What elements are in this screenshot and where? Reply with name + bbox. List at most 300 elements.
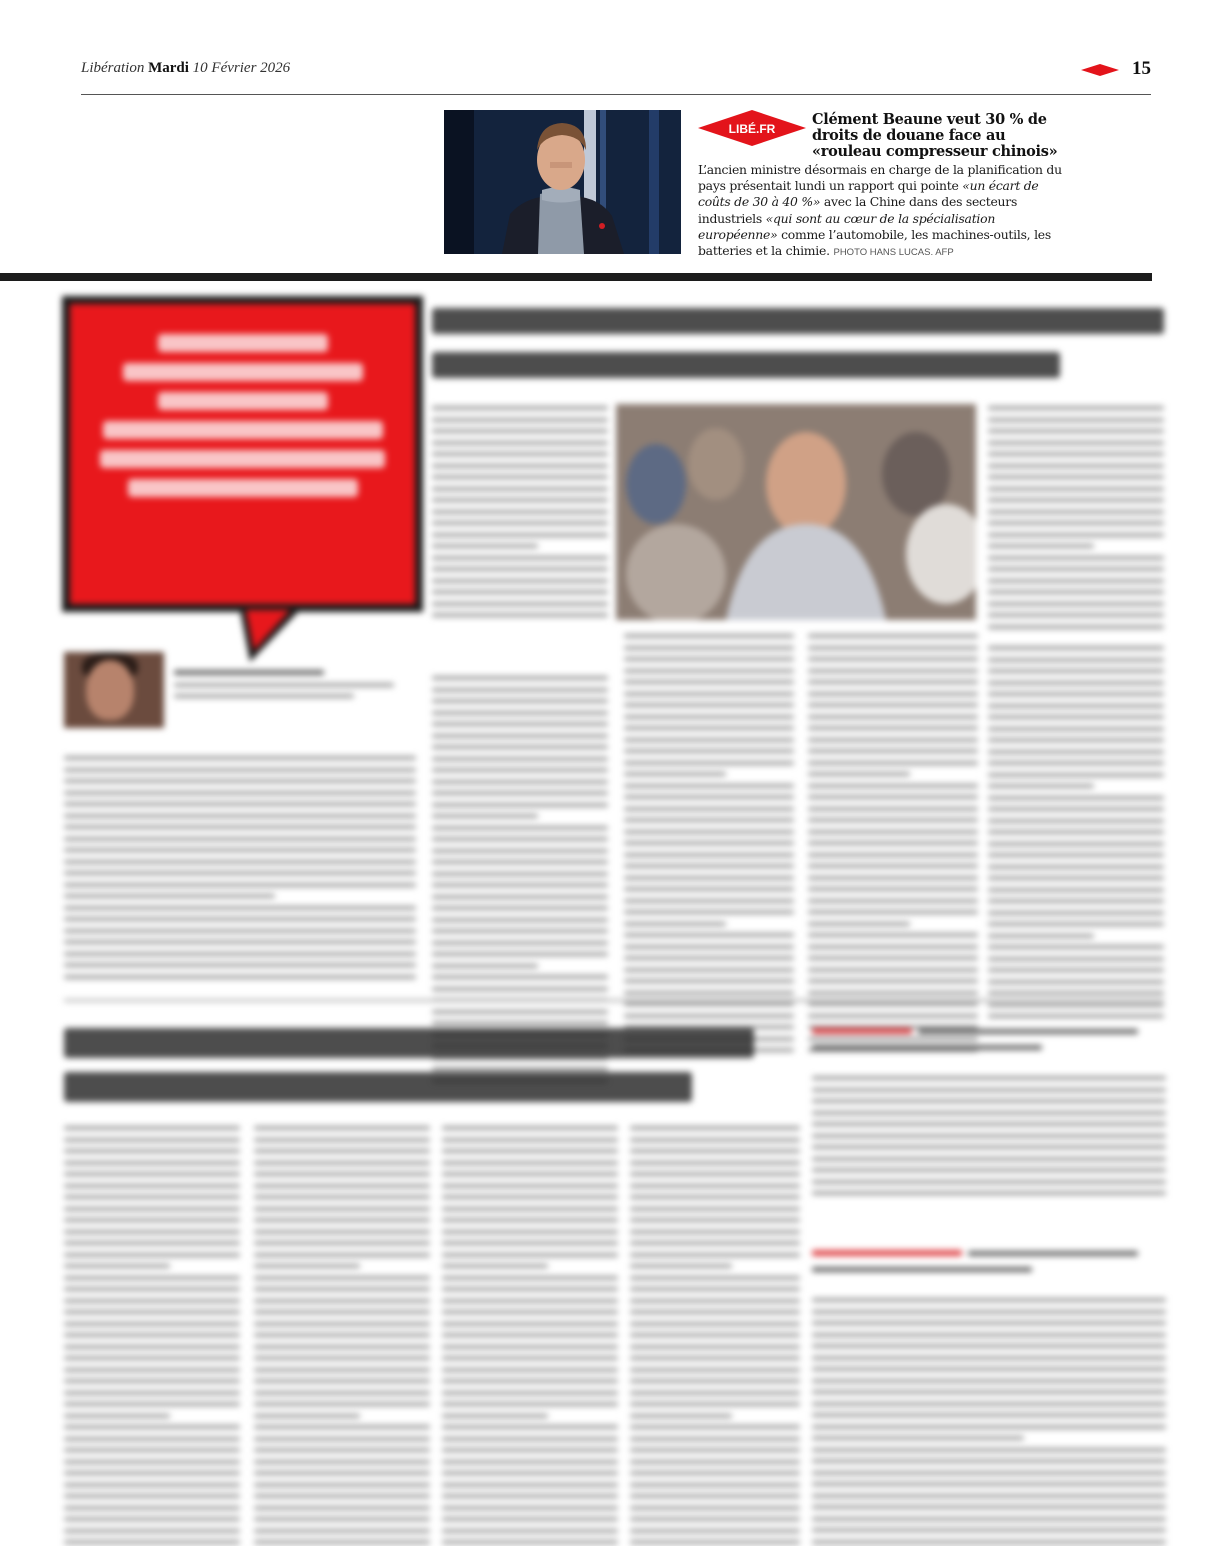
text-line-placeholder <box>254 1425 430 1429</box>
text-line-placeholder <box>254 1414 360 1418</box>
text-line-placeholder <box>808 933 978 937</box>
text-line-placeholder <box>988 888 1164 892</box>
text-line-placeholder <box>808 1014 978 1018</box>
headline-placeholder <box>432 308 1164 334</box>
text-line-placeholder <box>432 1067 608 1071</box>
text-line-placeholder <box>432 533 608 537</box>
author-caption-placeholder <box>174 670 404 706</box>
text-line-placeholder <box>812 1157 1166 1161</box>
text-line-placeholder <box>432 826 608 830</box>
article-photo <box>616 404 976 620</box>
text-line-placeholder <box>254 1333 430 1337</box>
text-line-placeholder <box>64 894 275 898</box>
text-line-placeholder <box>432 745 608 749</box>
text-line-placeholder <box>442 1310 618 1314</box>
text-line-placeholder <box>808 853 978 857</box>
text-line-placeholder <box>432 590 608 594</box>
text-line-placeholder <box>630 1287 800 1291</box>
text-line-placeholder <box>64 1460 240 1464</box>
article-column <box>812 1298 1166 1546</box>
text-line-placeholder <box>64 1172 240 1176</box>
text-line-placeholder <box>624 772 726 776</box>
text-line-placeholder <box>432 510 608 514</box>
text-line-placeholder <box>812 1333 1166 1337</box>
text-line-placeholder <box>630 1517 800 1521</box>
text-line-placeholder <box>624 692 794 696</box>
text-line-placeholder <box>64 802 416 806</box>
text-line-placeholder <box>624 726 794 730</box>
text-line-placeholder <box>254 1391 430 1395</box>
text-line-placeholder <box>442 1138 618 1142</box>
text-line-placeholder <box>624 910 794 914</box>
text-line-placeholder <box>624 830 794 834</box>
text-line-placeholder <box>624 680 794 684</box>
text-line-placeholder <box>442 1460 618 1464</box>
text-line-placeholder <box>988 646 1164 650</box>
text-line-placeholder <box>808 692 978 696</box>
text-line-placeholder <box>808 945 978 949</box>
text-line-placeholder <box>630 1310 800 1314</box>
text-line-placeholder <box>988 669 1164 673</box>
header-issue-info <box>81 60 290 77</box>
text-line-placeholder <box>630 1540 800 1544</box>
text-line-placeholder <box>624 991 794 995</box>
text-line-placeholder <box>988 625 1164 629</box>
text-line-placeholder <box>808 979 978 983</box>
text-line-placeholder <box>442 1483 618 1487</box>
text-line-placeholder <box>812 1122 1166 1126</box>
text-line-placeholder <box>624 922 726 926</box>
text-line-placeholder <box>432 475 608 479</box>
text-line-placeholder <box>254 1126 430 1130</box>
text-line-placeholder <box>988 865 1164 869</box>
text-line-placeholder <box>812 1505 1166 1509</box>
text-line-placeholder <box>432 676 608 680</box>
text-line-placeholder <box>630 1299 800 1303</box>
text-line-placeholder <box>808 761 978 765</box>
brief-heading <box>812 1026 1152 1058</box>
text-line-placeholder <box>630 1138 800 1142</box>
text-line-placeholder <box>254 1379 430 1383</box>
text-line-placeholder <box>808 968 978 972</box>
article-column <box>808 634 978 1060</box>
text-line-placeholder <box>432 975 608 979</box>
text-line-placeholder <box>254 1471 430 1475</box>
text-line-placeholder <box>988 934 1094 938</box>
text-line-placeholder <box>442 1494 618 1498</box>
text-line-placeholder <box>988 418 1164 422</box>
text-line-placeholder <box>64 940 416 944</box>
text-line-placeholder <box>254 1207 430 1211</box>
text-line-placeholder <box>442 1379 618 1383</box>
text-line-placeholder <box>812 1367 1166 1371</box>
text-line-placeholder <box>808 703 978 707</box>
text-line-placeholder <box>812 1528 1166 1532</box>
text-line-placeholder <box>988 464 1164 468</box>
badge-label: LIBÉ.FR <box>728 122 776 136</box>
text-line-placeholder <box>988 579 1164 583</box>
text-line-placeholder <box>64 1218 240 1222</box>
text-line-placeholder <box>432 895 608 899</box>
article-column <box>630 1126 800 1546</box>
text-line-placeholder <box>630 1414 732 1418</box>
text-line-placeholder <box>432 567 608 571</box>
text-line-placeholder <box>64 825 416 829</box>
text-line-placeholder <box>812 1425 1166 1429</box>
text-line-placeholder <box>64 1230 240 1234</box>
text-line-placeholder <box>254 1494 430 1498</box>
promo-text-part: comme l’automobile, les machines-outils, les batteries et la chimie. <box>698 226 1051 259</box>
text-line-placeholder <box>442 1184 618 1188</box>
article-column <box>432 406 608 625</box>
text-line-placeholder <box>808 726 978 730</box>
text-line-placeholder <box>812 1471 1166 1475</box>
text-line-placeholder <box>64 1414 170 1418</box>
text-line-placeholder <box>812 1168 1166 1172</box>
text-line-placeholder <box>988 475 1164 479</box>
text-line-placeholder <box>624 841 794 845</box>
text-line-placeholder <box>64 1379 240 1383</box>
text-line-placeholder <box>254 1299 430 1303</box>
article-column <box>64 1126 240 1546</box>
text-line-placeholder <box>988 796 1164 800</box>
text-line-placeholder <box>254 1529 430 1533</box>
text-line-placeholder <box>624 703 794 707</box>
header-divider <box>81 94 1151 95</box>
text-line-placeholder <box>624 1014 794 1018</box>
text-line-placeholder <box>808 795 978 799</box>
text-line-placeholder <box>442 1402 618 1406</box>
text-line-placeholder <box>624 864 794 868</box>
text-line-placeholder <box>630 1172 800 1176</box>
text-line-placeholder <box>442 1391 618 1395</box>
text-line-placeholder <box>988 957 1164 961</box>
text-line-placeholder <box>254 1241 430 1245</box>
text-line-placeholder <box>630 1126 800 1130</box>
text-line-placeholder <box>988 590 1164 594</box>
text-line-placeholder <box>254 1195 430 1199</box>
text-line-placeholder <box>988 567 1164 571</box>
text-line-placeholder <box>442 1195 618 1199</box>
text-line-placeholder <box>988 1014 1164 1018</box>
text-line-placeholder <box>254 1310 430 1314</box>
text-line-placeholder <box>988 911 1164 915</box>
diamond-logo-icon <box>1081 64 1119 76</box>
text-line-placeholder <box>64 929 416 933</box>
text-line-placeholder <box>442 1207 618 1211</box>
text-line-placeholder <box>432 699 608 703</box>
promo-quote: «un écart de coûts de 30 à 40 %» <box>698 178 1039 210</box>
text-line-placeholder <box>64 1287 240 1291</box>
text-line-placeholder <box>988 968 1164 972</box>
text-line-placeholder <box>254 1172 430 1176</box>
text-line-placeholder <box>812 1145 1166 1149</box>
text-line-placeholder <box>988 521 1164 525</box>
text-line-placeholder <box>624 887 794 891</box>
text-line-placeholder <box>630 1241 800 1245</box>
text-line-placeholder <box>808 1002 978 1006</box>
text-line-placeholder <box>64 1322 240 1326</box>
promo-headline[interactable]: Clément Beaune veut 30 % de droits de douane face au «rouleau compresseur chinois» <box>812 111 1058 160</box>
text-line-placeholder <box>442 1241 618 1245</box>
text-line-placeholder <box>432 441 608 445</box>
text-line-placeholder <box>808 634 978 638</box>
text-line-placeholder <box>254 1287 430 1291</box>
text-line-placeholder <box>808 738 978 742</box>
text-line-placeholder <box>64 1333 240 1337</box>
text-line-placeholder <box>254 1276 430 1280</box>
text-line-placeholder <box>630 1506 800 1510</box>
text-line-placeholder <box>64 1184 240 1188</box>
text-line-placeholder <box>64 952 416 956</box>
text-line-placeholder <box>812 1344 1166 1348</box>
photo-credit: PHOTO HANS LUCAS. AFP <box>833 247 954 259</box>
text-line-placeholder <box>432 521 608 525</box>
issue-day: Mardi <box>148 60 189 76</box>
article-column <box>64 756 416 986</box>
text-line-placeholder <box>64 848 416 852</box>
section-divider <box>0 273 1152 281</box>
text-line-placeholder <box>64 1483 240 1487</box>
text-line-placeholder <box>988 773 1164 777</box>
text-line-placeholder <box>64 791 416 795</box>
text-line-placeholder <box>624 876 794 880</box>
text-line-placeholder <box>442 1333 618 1337</box>
text-line-placeholder <box>64 871 416 875</box>
text-line-placeholder <box>254 1517 430 1521</box>
text-line-placeholder <box>630 1379 800 1383</box>
text-line-placeholder <box>432 579 608 583</box>
text-line-placeholder <box>630 1207 800 1211</box>
article-column <box>254 1126 430 1546</box>
portrait-image <box>444 110 681 254</box>
text-line-placeholder <box>988 945 1164 949</box>
text-line-placeholder <box>988 498 1164 502</box>
text-line-placeholder <box>630 1264 732 1268</box>
text-line-placeholder <box>442 1322 618 1326</box>
text-line-placeholder <box>432 602 608 606</box>
text-line-placeholder <box>64 1368 240 1372</box>
text-line-placeholder <box>442 1506 618 1510</box>
text-line-placeholder <box>64 1299 240 1303</box>
text-line-placeholder <box>988 602 1164 606</box>
text-line-placeholder <box>624 784 794 788</box>
text-line-placeholder <box>988 533 1164 537</box>
text-line-placeholder <box>64 1264 170 1268</box>
text-line-placeholder <box>442 1264 548 1268</box>
text-line-placeholder <box>988 922 1164 926</box>
text-line-placeholder <box>64 1425 240 1429</box>
text-line-placeholder <box>64 837 416 841</box>
text-line-placeholder <box>630 1195 800 1199</box>
text-line-placeholder <box>432 711 608 715</box>
text-line-placeholder <box>64 1517 240 1521</box>
avatar <box>64 652 164 728</box>
text-line-placeholder <box>808 956 978 960</box>
text-line-placeholder <box>254 1253 430 1257</box>
text-line-placeholder <box>432 1021 608 1025</box>
text-line-placeholder <box>432 814 538 818</box>
text-line-placeholder <box>624 818 794 822</box>
text-line-placeholder <box>624 749 794 753</box>
text-line-placeholder <box>812 1390 1166 1394</box>
text-line-placeholder <box>442 1126 618 1130</box>
text-line-placeholder <box>442 1172 618 1176</box>
text-line-placeholder <box>254 1218 430 1222</box>
text-line-placeholder <box>630 1425 800 1429</box>
text-line-placeholder <box>630 1218 800 1222</box>
text-line-placeholder <box>432 722 608 726</box>
article-column <box>442 1126 618 1546</box>
article-divider <box>64 999 1164 1002</box>
text-line-placeholder <box>432 487 608 491</box>
text-line-placeholder <box>630 1149 800 1153</box>
text-line-placeholder <box>254 1149 430 1153</box>
text-line-placeholder <box>254 1460 430 1464</box>
text-line-placeholder <box>630 1448 800 1452</box>
text-line-placeholder <box>630 1276 800 1280</box>
text-line-placeholder <box>808 715 978 719</box>
text-line-placeholder <box>808 991 978 995</box>
text-line-placeholder <box>254 1184 430 1188</box>
text-line-placeholder <box>254 1161 430 1165</box>
text-line-placeholder <box>812 1134 1166 1138</box>
text-line-placeholder <box>442 1299 618 1303</box>
text-line-placeholder <box>442 1276 618 1280</box>
text-line-placeholder <box>630 1529 800 1533</box>
text-line-placeholder <box>442 1425 618 1429</box>
text-line-placeholder <box>988 876 1164 880</box>
text-line-placeholder <box>64 1276 240 1280</box>
text-line-placeholder <box>988 441 1164 445</box>
text-line-placeholder <box>64 1437 240 1441</box>
text-line-placeholder <box>808 830 978 834</box>
text-line-placeholder <box>988 544 1094 548</box>
text-line-placeholder <box>630 1333 800 1337</box>
promo-text-part: avec la Chine dans des secteurs industriels <box>698 194 1018 226</box>
text-line-placeholder <box>442 1471 618 1475</box>
text-line-placeholder <box>64 975 416 979</box>
text-line-placeholder <box>812 1180 1166 1184</box>
text-line-placeholder <box>988 853 1164 857</box>
article-column <box>988 406 1164 636</box>
text-line-placeholder <box>254 1368 430 1372</box>
page-header <box>81 58 1151 82</box>
text-line-placeholder <box>630 1460 800 1464</box>
libe-fr-badge[interactable] <box>698 110 806 146</box>
text-line-placeholder <box>432 544 538 548</box>
text-line-placeholder <box>442 1517 618 1521</box>
text-line-placeholder <box>624 979 794 983</box>
text-line-placeholder <box>988 842 1164 846</box>
text-line-placeholder <box>808 807 978 811</box>
text-line-placeholder <box>812 1088 1166 1092</box>
text-line-placeholder <box>808 876 978 880</box>
issue-date: 10 Février 2026 <box>192 60 291 76</box>
text-line-placeholder <box>624 646 794 650</box>
text-line-placeholder <box>988 613 1164 617</box>
text-line-placeholder <box>442 1540 618 1544</box>
text-line-placeholder <box>432 918 608 922</box>
text-line-placeholder <box>630 1368 800 1372</box>
text-line-placeholder <box>64 1138 240 1142</box>
text-line-placeholder <box>624 795 794 799</box>
text-line-placeholder <box>812 1298 1166 1302</box>
text-line-placeholder <box>432 498 608 502</box>
text-line-placeholder <box>432 556 608 560</box>
text-line-placeholder <box>812 1076 1166 1080</box>
text-line-placeholder <box>432 768 608 772</box>
bubble-tail <box>240 610 300 662</box>
text-line-placeholder <box>812 1517 1166 1521</box>
text-line-placeholder <box>442 1368 618 1372</box>
text-line-placeholder <box>624 634 794 638</box>
text-line-placeholder <box>808 669 978 673</box>
text-line-placeholder <box>64 1506 240 1510</box>
newspaper-name: Libération <box>81 60 145 76</box>
text-line-placeholder <box>624 945 794 949</box>
text-line-placeholder <box>624 853 794 857</box>
text-line-placeholder <box>808 841 978 845</box>
text-line-placeholder <box>442 1253 618 1257</box>
text-line-placeholder <box>988 899 1164 903</box>
text-line-placeholder <box>432 849 608 853</box>
text-line-placeholder <box>808 899 978 903</box>
article-column <box>812 1076 1166 1203</box>
text-line-placeholder <box>432 883 608 887</box>
text-line-placeholder <box>630 1161 800 1165</box>
text-line-placeholder <box>64 1391 240 1395</box>
text-line-placeholder <box>432 734 608 738</box>
text-line-placeholder <box>64 1356 240 1360</box>
text-line-placeholder <box>432 952 608 956</box>
text-line-placeholder <box>630 1483 800 1487</box>
headline-placeholder <box>64 1072 692 1102</box>
text-line-placeholder <box>624 738 794 742</box>
text-line-placeholder <box>432 464 608 468</box>
text-line-placeholder <box>64 917 416 921</box>
text-line-placeholder <box>254 1483 430 1487</box>
text-line-placeholder <box>432 780 608 784</box>
text-line-placeholder <box>64 1494 240 1498</box>
text-line-placeholder <box>64 1195 240 1199</box>
text-line-placeholder <box>630 1391 800 1395</box>
text-line-placeholder <box>254 1540 430 1544</box>
text-line-placeholder <box>624 956 794 960</box>
text-line-placeholder <box>808 749 978 753</box>
text-line-placeholder <box>442 1414 548 1418</box>
text-line-placeholder <box>812 1379 1166 1383</box>
text-line-placeholder <box>432 688 608 692</box>
text-line-placeholder <box>988 692 1164 696</box>
text-line-placeholder <box>432 418 608 422</box>
text-line-placeholder <box>630 1402 800 1406</box>
text-line-placeholder <box>432 929 608 933</box>
text-line-placeholder <box>988 819 1164 823</box>
text-line-placeholder <box>442 1218 618 1222</box>
text-line-placeholder <box>64 1448 240 1452</box>
text-line-placeholder <box>254 1402 430 1406</box>
text-line-placeholder <box>254 1506 430 1510</box>
text-line-placeholder <box>64 963 416 967</box>
promo-text-part: L’ancien ministre désormais en charge de la planification du pays présentait lundi un rapport qui pointe <box>698 162 1062 194</box>
text-line-placeholder <box>442 1437 618 1441</box>
text-line-placeholder <box>442 1345 618 1349</box>
text-line-placeholder <box>432 1010 608 1014</box>
text-line-placeholder <box>630 1345 800 1349</box>
text-line-placeholder <box>624 657 794 661</box>
promo-photo[interactable] <box>444 110 681 254</box>
